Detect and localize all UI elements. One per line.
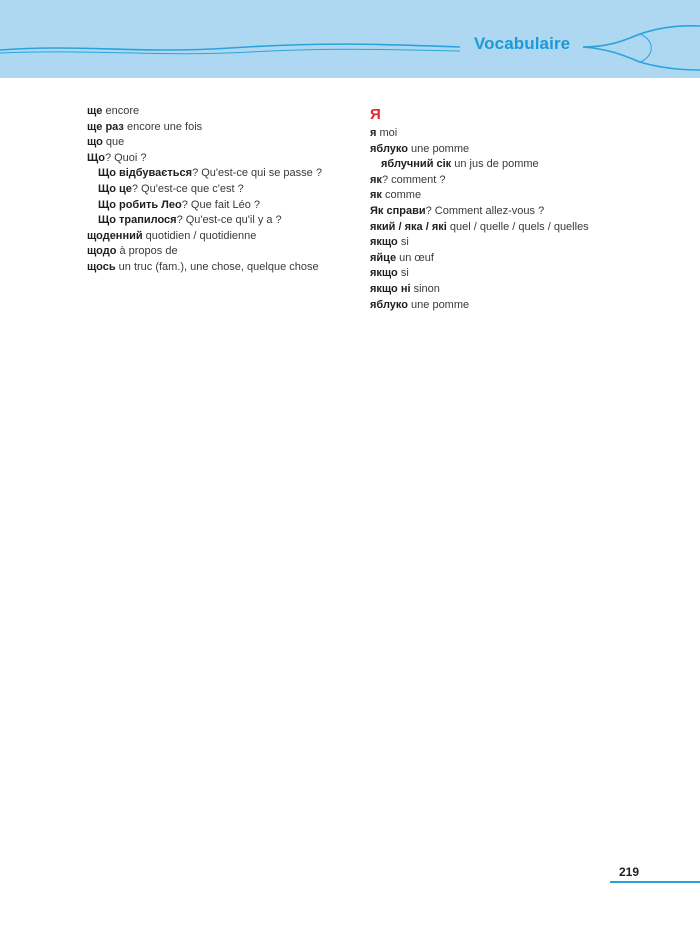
vocab-entry: [87, 260, 337, 276]
vocab-entry: [370, 220, 650, 236]
vocab-entry: [370, 251, 650, 267]
vocab-headword: що: [87, 136, 103, 149]
vocab-headword: Що робить Лео: [98, 198, 182, 211]
vocab-entry: [87, 213, 337, 229]
vocab-entry: [370, 204, 650, 220]
vocab-entry: [370, 282, 650, 298]
section-title: Vocabulaire: [474, 34, 571, 53]
vocab-translation: une pomme: [407, 142, 470, 155]
vocab-headword: якщо ні: [370, 282, 411, 295]
vocab-entry: [370, 126, 650, 142]
vocab-translation: ? Comment allez-vous ?: [425, 204, 545, 217]
vocab-headword: як: [370, 189, 382, 202]
vocab-translation: un truc (fam.), une chose, quelque chose: [115, 260, 319, 273]
vocab-translation: si: [397, 267, 409, 280]
vocab-entry: [370, 266, 650, 282]
vocab-headword: яйце: [370, 251, 397, 264]
vocab-entry: [87, 151, 337, 167]
vocab-entry: [87, 166, 337, 182]
vocab-translation: comme: [381, 189, 422, 202]
vocab-entry: [370, 298, 650, 314]
vocab-translation: encore une fois: [123, 120, 203, 133]
vocab-translation: si: [397, 236, 409, 249]
vocab-headword: Що трапилося: [98, 214, 177, 227]
vocab-entry: [370, 142, 650, 158]
right-entries-list: [370, 126, 650, 313]
vocab-headword: яблуко: [370, 142, 408, 155]
vocab-translation: ? Qu'est-ce qu'il y a ?: [176, 214, 282, 227]
vocab-translation: ? Qu'est-ce qui se passe ?: [192, 167, 322, 180]
vocab-entry: [87, 104, 337, 120]
vocab-translation: une pomme: [407, 298, 470, 311]
vocab-headword: щоденний: [87, 229, 143, 242]
vocab-headword: Як справи: [370, 204, 426, 217]
vocab-translation: ? Qu'est-ce que c'est ?: [131, 182, 244, 195]
vocab-entry: [370, 157, 650, 173]
vocab-headword: ще: [87, 105, 103, 117]
vocab-translation: encore: [102, 105, 140, 117]
vocab-entry: [370, 235, 650, 251]
vocabulary-column-right: [370, 104, 650, 313]
vocab-entry: [87, 229, 337, 245]
vocab-headword: Що: [87, 151, 105, 164]
vocab-entry: [87, 182, 337, 198]
vocab-headword: я: [370, 127, 377, 139]
vocab-translation: que: [102, 136, 125, 149]
vocab-headword: як: [370, 173, 382, 186]
vocab-entry: [87, 244, 337, 260]
vocab-translation: ? Quoi ?: [104, 151, 147, 164]
header-wave-decoration: [0, 0, 700, 78]
vocab-headword: який / яка / які: [370, 220, 447, 233]
vocab-entry: [87, 120, 337, 136]
vocabulary-column-left: [87, 104, 337, 276]
vocab-translation: moi: [376, 127, 398, 139]
vocab-translation: quel / quelle / quels / quelles: [446, 220, 589, 233]
vocab-translation: sinon: [410, 282, 440, 295]
vocab-translation: quotidien / quotidienne: [142, 229, 257, 242]
vocab-headword: ще раз: [87, 120, 124, 133]
vocab-entry: [87, 135, 337, 151]
vocab-translation: ? Que fait Léo ?: [181, 198, 261, 211]
vocab-headword: яблуко: [370, 298, 408, 311]
page-number: 219: [619, 865, 640, 879]
vocab-entry: [87, 198, 337, 214]
vocab-translation: un jus de pomme: [451, 158, 539, 171]
vocab-translation: à propos de: [116, 245, 178, 258]
vocab-headword: Що відбувається: [98, 167, 193, 180]
vocab-headword: Що це: [98, 182, 132, 195]
vocab-translation: ? comment ?: [381, 173, 446, 186]
vocab-entry: [370, 188, 650, 204]
vocab-entry: [370, 173, 650, 189]
vocab-headword: якщо: [370, 236, 398, 249]
vocab-headword: щось: [87, 260, 116, 273]
vocab-translation: un œuf: [396, 251, 434, 264]
section-letter: Я: [370, 106, 381, 123]
vocab-headword: якщо: [370, 267, 398, 280]
vocab-headword: щодо: [87, 245, 117, 258]
page-number-rule: [610, 881, 700, 883]
vocab-headword: яблучний сік: [381, 158, 452, 171]
